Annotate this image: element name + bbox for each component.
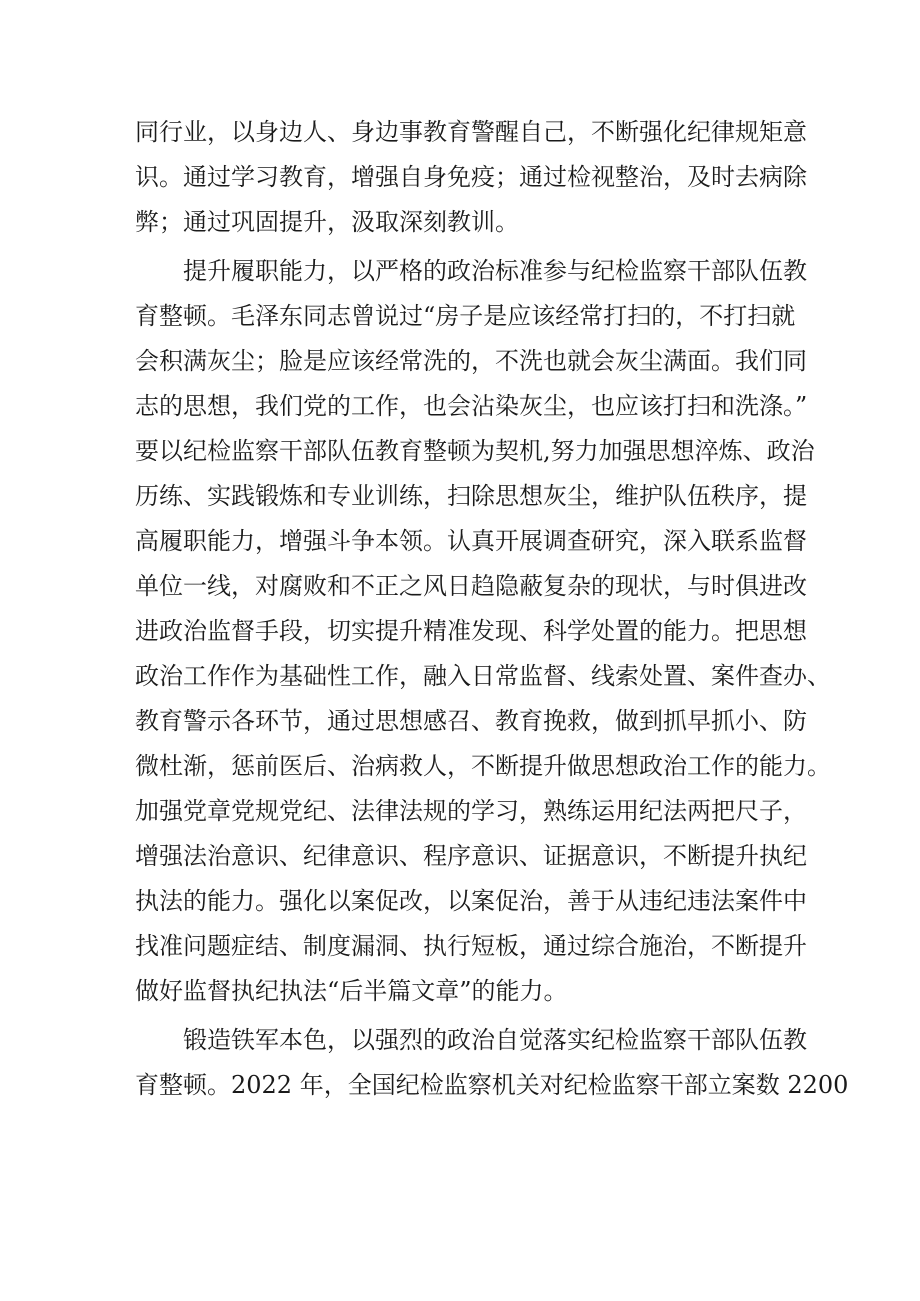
paragraph-continuation bbox=[135, 110, 807, 245]
text-line: 历练、实践锻炼和专业训练，扫除思想灰尘，维护队伍秩序，提 bbox=[135, 482, 807, 510]
text-line: 执法的能力。强化以案促改，以案促治，善于从违纪违法案件中 bbox=[135, 887, 807, 915]
text-line: 做好监督执纪执法“后半篇文章”的能力。 bbox=[135, 977, 568, 1005]
text-line: 政治工作作为基础性工作，融入日常监督、线索处置、案件查办、 bbox=[135, 662, 831, 690]
text-line: 育整顿。毛泽东同志曾说过“房子是应该经常打扫的，不打扫就 bbox=[135, 302, 796, 330]
text-line: 加强党章党规党纪、法律法规的学习，熟练运用纪法两把尺子， bbox=[135, 797, 807, 825]
paragraph-iron-army bbox=[135, 1018, 849, 1108]
paragraph-duty-capability bbox=[135, 249, 831, 1014]
text-line: 识。通过学习教育，增强自身免疫；通过检视整治，及时去病除 bbox=[135, 163, 807, 191]
text-line: 会积满灰尘；脸是应该经常洗的，不洗也就会灰尘满面。我们同 bbox=[135, 347, 807, 375]
text-line: 找准问题症结、制度漏洞、执行短板，通过综合施治，不断提升 bbox=[135, 932, 807, 960]
text-line: 进政治监督手段，切实提升精准发现、科学处置的能力。把思想 bbox=[135, 617, 807, 645]
document-body bbox=[135, 110, 849, 1108]
text-line: 高履职能力，增强斗争本领。认真开展调查研究，深入联系监督 bbox=[135, 527, 807, 555]
text-line: 育整顿。2022 年，全国纪检监察机关对纪检监察干部立案数 2200 bbox=[135, 1071, 849, 1099]
text-line: 单位一线，对腐败和不正之风日趋隐蔽复杂的现状，与时俱进改 bbox=[135, 572, 807, 600]
text-line: 锻造铁军本色，以强烈的政治自觉落实纪检监察干部队伍教 bbox=[183, 1026, 807, 1054]
text-line: 增强法治意识、纪律意识、程序意识、证据意识，不断提升执纪 bbox=[135, 842, 807, 870]
text-line: 弊；通过巩固提升，汲取深刻教训。 bbox=[135, 208, 519, 236]
text-line: 提升履职能力，以严格的政治标准参与纪检监察干部队伍教 bbox=[183, 257, 807, 285]
text-line: 微杜渐，惩前医后、治病救人，不断提升做思想政治工作的能力。 bbox=[135, 752, 831, 780]
text-line: 同行业，以身边人、身边事教育警醒自己，不断强化纪律规矩意 bbox=[135, 118, 807, 146]
text-line: 志的思想，我们党的工作，也会沾染灰尘，也应该打扫和洗涤。” bbox=[135, 392, 808, 420]
text-line: 要以纪检监察干部队伍教育整顿为契机,努力加强思想淬炼、政治 bbox=[135, 437, 815, 465]
text-line: 教育警示各环节，通过思想感召、教育挽救，做到抓早抓小、防 bbox=[135, 707, 807, 735]
